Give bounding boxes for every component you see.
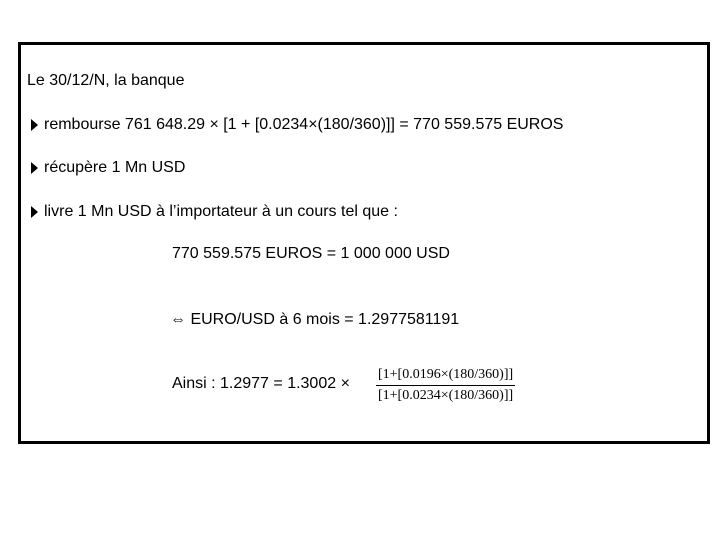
list-item-text: récupère 1 Mn USD xyxy=(44,159,186,176)
fraction-numerator: [1+[0.0196×(180/360)]] xyxy=(376,367,515,386)
triangle-bullet-icon xyxy=(31,162,38,174)
rate-fraction xyxy=(376,367,515,404)
triangle-bullet-icon xyxy=(31,206,38,218)
equation-equivalence: 770 559.575 EUROS = 1 000 000 USD xyxy=(172,245,450,262)
list-item-recupere xyxy=(31,158,185,178)
list-item-text: rembourse 761 648.29 × [1 + [0.0234×(180/360)]] = 770 559.575 EUROS xyxy=(44,116,564,133)
conclusion-text: Ainsi : 1.2977 = 1.3002 × xyxy=(172,375,350,392)
intro-text: Le 30/12/N, la banque xyxy=(27,72,185,89)
list-item-text: livre 1 Mn USD à l’importateur à un cours tel que : xyxy=(44,203,398,220)
fraction-denominator: [1+[0.0234×(180/360)]] xyxy=(378,388,514,403)
list-item-rembourse xyxy=(31,115,563,135)
list-item-livre xyxy=(31,202,398,222)
equation-exchange-rate: ⇔ EURO/USD à 6 mois = 1.2977581191 xyxy=(170,311,460,328)
triangle-bullet-icon xyxy=(31,119,38,131)
content-frame xyxy=(18,42,710,444)
